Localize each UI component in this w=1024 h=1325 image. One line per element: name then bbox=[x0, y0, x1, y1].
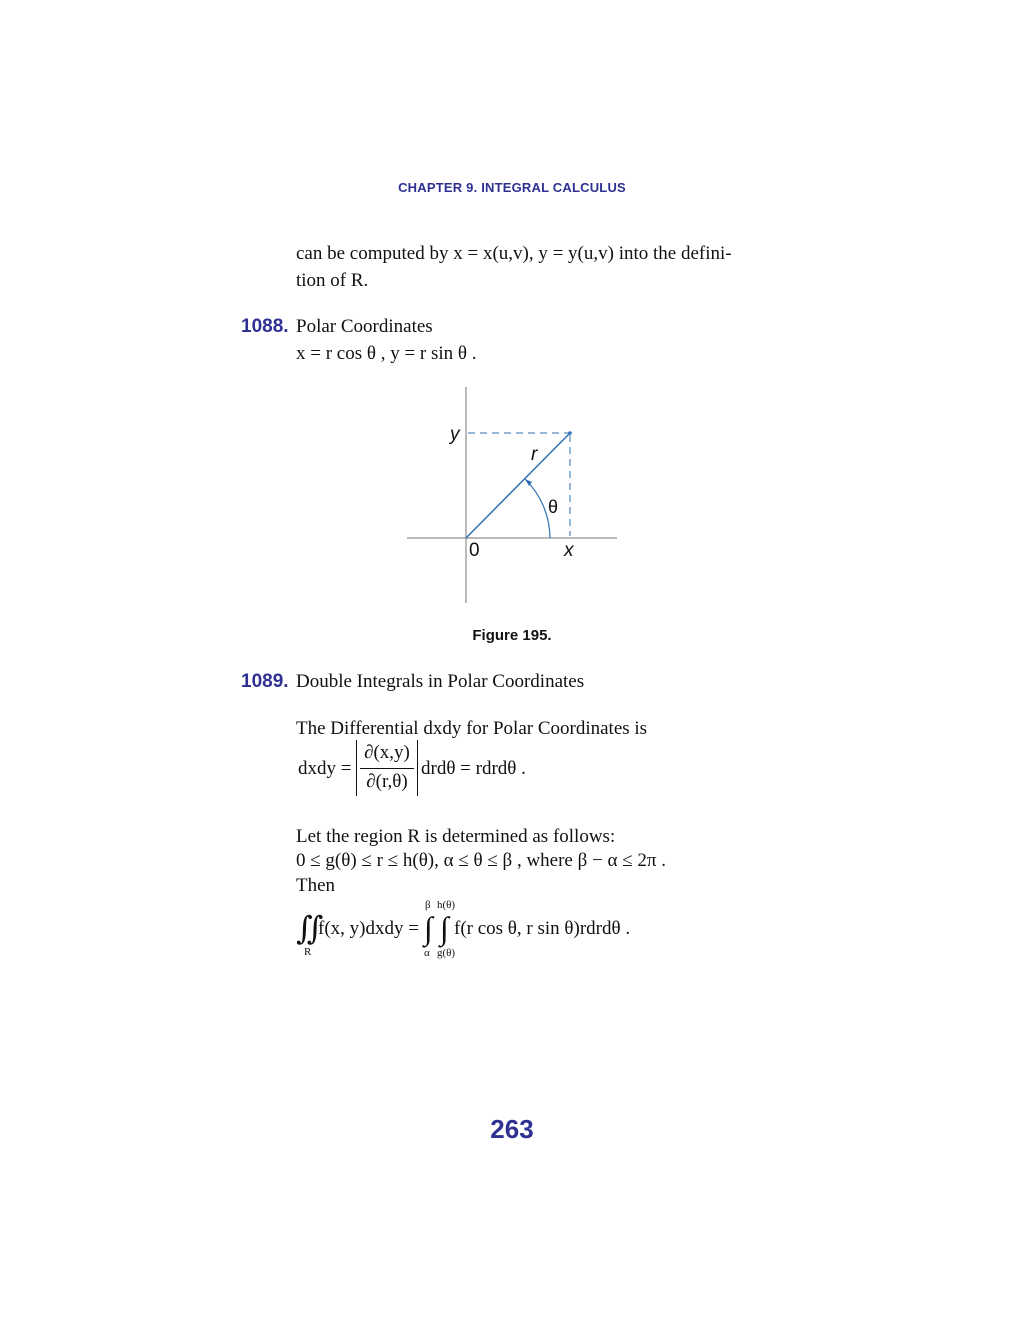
section-number-1089: 1089. bbox=[241, 671, 289, 692]
region-intro: Let the region R is determined as follows: bbox=[296, 826, 616, 847]
label-r: r bbox=[531, 444, 538, 465]
angle-arc bbox=[525, 479, 550, 538]
polar-coordinates-figure bbox=[405, 385, 620, 612]
inner-integral-sign: ∫ bbox=[440, 910, 449, 946]
running-header: CHAPTER 9. INTEGRAL CALCULUS bbox=[398, 180, 626, 195]
jacobian-denominator: ∂(r,θ) bbox=[366, 771, 408, 792]
jacobian-determinant bbox=[356, 740, 418, 796]
intro-line-2: tion of R. bbox=[296, 270, 369, 291]
region-subscript: R bbox=[304, 946, 312, 958]
polar-integral-formula bbox=[296, 898, 716, 964]
label-theta: θ bbox=[548, 497, 559, 517]
inner-lower-limit: g(θ) bbox=[437, 947, 456, 959]
intro-paragraph bbox=[296, 240, 732, 294]
label-origin: 0 bbox=[469, 540, 480, 561]
inner-upper-limit: h(θ) bbox=[437, 899, 456, 911]
page-number: 263 bbox=[490, 1114, 534, 1144]
figure-caption: Figure 195. bbox=[472, 627, 552, 644]
section-number-1088: 1088. bbox=[241, 316, 289, 337]
outer-integral-sign: ∫ bbox=[424, 910, 433, 946]
integrand-rhs: f(r cos θ, r sin θ)rdrdθ . bbox=[454, 918, 631, 939]
outer-upper-limit: β bbox=[425, 899, 431, 911]
jacobian-lhs: dxdy = bbox=[298, 758, 352, 779]
polar-formula: x = r cos θ , y = r sin θ . bbox=[296, 343, 477, 364]
section-title-1088: Polar Coordinates bbox=[296, 316, 433, 337]
radius-line bbox=[466, 433, 570, 538]
fraction-bar bbox=[360, 768, 414, 769]
point-marker bbox=[568, 431, 572, 435]
polar-diagram bbox=[405, 385, 620, 607]
double-integral-sign: ∬ bbox=[296, 910, 324, 946]
then-text: Then bbox=[296, 875, 336, 896]
integrand-lhs: f(x, y)dxdy = bbox=[318, 918, 419, 939]
jacobian-rhs: drdθ = rdrdθ . bbox=[421, 758, 526, 779]
intro-line-1: can be computed by x = x(u,v), y = y(u,v) into the defini- bbox=[296, 243, 732, 264]
jacobian-numerator: ∂(x,y) bbox=[364, 742, 410, 763]
section-title-1089: Double Integrals in Polar Coordinates bbox=[296, 671, 585, 692]
label-y: y bbox=[450, 424, 460, 445]
region-block bbox=[296, 823, 666, 899]
outer-lower-limit: α bbox=[424, 947, 430, 959]
differential-intro: The Differential dxdy for Polar Coordinates is bbox=[296, 718, 648, 739]
region-condition: 0 ≤ g(θ) ≤ r ≤ h(θ), α ≤ θ ≤ β , where β − α ≤ 2π . bbox=[296, 850, 666, 871]
label-x: x bbox=[564, 540, 574, 561]
